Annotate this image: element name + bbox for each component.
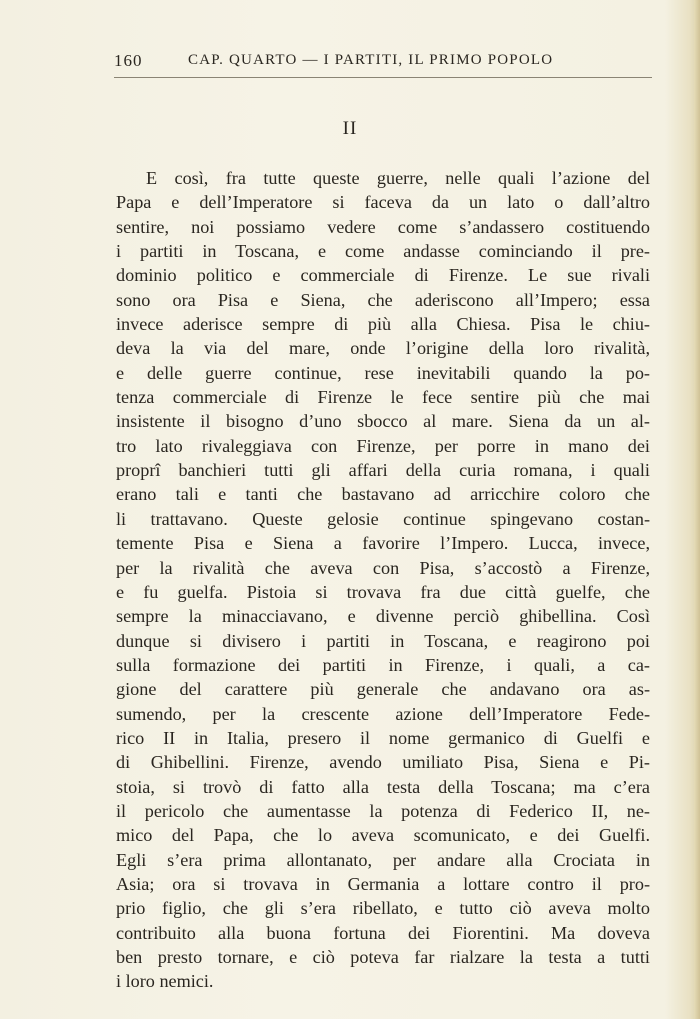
text-line: Papa e dell’Imperatore si faceva da un lato o dall’altro [116, 192, 650, 213]
text-line: contribuito alla buona fortuna dei Fiorentini. Ma doveva [116, 922, 650, 943]
text-line: gione del carattere più generale che andavano ora as- [116, 679, 650, 700]
text-line: dunque si divisero i partiti in Toscana, e reagirono poi [116, 630, 650, 651]
page-number: 160 [114, 51, 143, 70]
text-line: dominio politico e commerciale di Firenze. Le sue rivali [116, 265, 650, 286]
header-rule [114, 77, 652, 78]
text-line: E così, fra tutte queste guerre, nelle quali l’azione del [146, 168, 650, 188]
body-text [116, 166, 650, 994]
text-line: tenza commerciale di Firenze le fece sentire più che mai [116, 387, 650, 408]
text-line: erano tali e tanti che bastavano ad arricchire coloro che [116, 484, 650, 505]
text-line: insistente il bisogno d’uno sbocco al mare. Siena da un al- [116, 411, 650, 432]
text-line: sentire, noi possiamo vedere come s’andassero costituendo [116, 216, 650, 237]
text-line: Asia; ora si trovava in Germania a lottare contro il pro- [116, 873, 650, 894]
page-edge [694, 0, 700, 1019]
text-line: proprî banchieri tutti gli affari della curia romana, i quali [116, 460, 650, 481]
text-line: prio figlio, che gli s’era ribellato, e tutto ciò aveva molto [116, 898, 650, 919]
text-line: rico II in Italia, presero il nome germanico di Guelfi e [116, 727, 650, 748]
text-line: sempre la minacciavano, e divenne perciò ghibellina. Così [116, 606, 650, 627]
text-line: sumendo, per la crescente azione dell’Imperatore Fede- [116, 703, 650, 724]
text-line: stoia, si trovò di fatto alla testa della Toscana; ma c’era [116, 776, 650, 797]
running-title: CAP. QUARTO — I PARTITI, IL PRIMO POPOLO [188, 52, 554, 68]
text-line: invece aderisce sempre di più alla Chiesa. Pisa le chiu- [116, 314, 650, 335]
text-line: Egli s’era prima allontanato, per andare alla Crociata in [116, 849, 650, 870]
text-line: i loro nemici. [116, 971, 214, 992]
text-line: mico del Papa, che lo aveva scomunicato, e dei Guelfi. [116, 825, 650, 846]
text-line: tro lato rivaleggiava con Firenze, per porre in mano dei [116, 435, 650, 456]
text-line: per la rivalità che aveva con Pisa, s’accostò a Firenze, [116, 557, 650, 578]
text-line: ben presto tornare, e ciò poteva far rialzare la testa a tutti [116, 947, 650, 967]
text-line: temente Pisa e Siena a favorire l’Impero. Lucca, invece, [116, 533, 650, 554]
text-line: li trattavano. Queste gelosie continue spingevano costan- [116, 508, 650, 529]
text-line: di Ghibellini. Firenze, avendo umiliato Pisa, Siena e Pi- [116, 752, 650, 773]
text-line: deva la via del mare, onde l’origine della loro rivalità, [116, 338, 650, 359]
text-line: e delle guerre continue, rese inevitabili quando la po- [116, 362, 650, 383]
text-line: sono ora Pisa e Siena, che aderiscono all’Impero; essa [116, 289, 650, 310]
text-line: e fu guelfa. Pistoia si trovava fra due città guelfe, che [116, 581, 650, 602]
section-numeral: II [342, 118, 358, 139]
text-line: sulla formazione dei partiti in Firenze, i quali, a ca- [116, 654, 650, 675]
text-line: il pericolo che aumentasse la potenza di Federico II, ne- [116, 800, 650, 821]
text-line: i partiti in Toscana, e come andasse cominciando il pre- [116, 241, 650, 262]
running-head [114, 46, 654, 74]
